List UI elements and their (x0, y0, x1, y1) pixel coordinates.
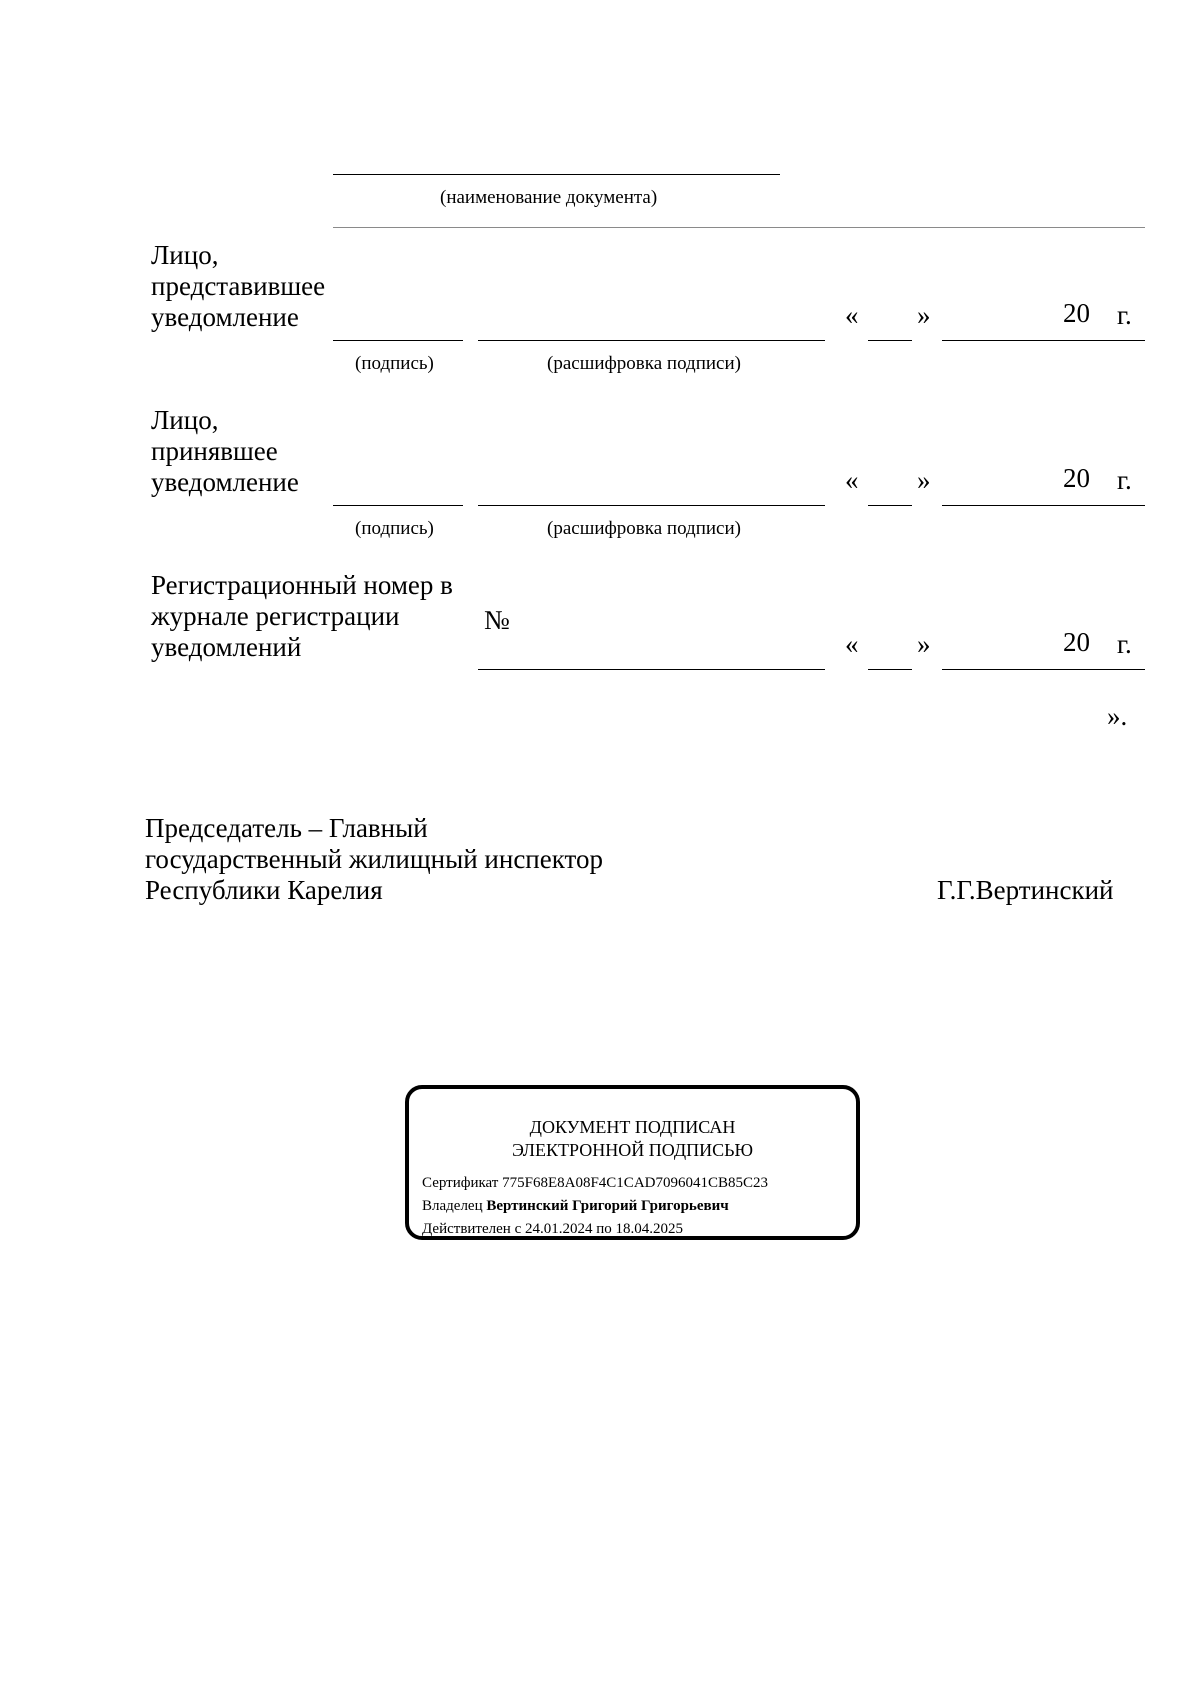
submitter-open-quote: « (845, 300, 859, 330)
registration-year: 20 (1063, 627, 1090, 657)
document-name-caption: (наименование документа) (440, 187, 658, 208)
registration-number-sign: № (484, 605, 510, 635)
receiver-year: 20 (1063, 463, 1090, 493)
submitter-signature-field[interactable] (333, 340, 463, 341)
receiver-decoding-field[interactable] (478, 505, 825, 506)
registration-year-suffix: г. (1117, 629, 1132, 659)
receiver-open-quote: « (845, 465, 859, 495)
submitter-day-field[interactable] (868, 340, 912, 341)
stamp-validity: Действителен с 24.01.2024 по 18.04.2025 (422, 1221, 684, 1237)
signatory-name: Г.Г.Вертинский (937, 875, 1114, 905)
stamp-title-line1: ДОКУМЕНТ ПОДПИСАН (529, 1117, 736, 1137)
submitter-signature-caption: (подпись) (355, 353, 434, 374)
receiver-close-quote: » (917, 465, 931, 495)
submitter-decoding-caption: (расшифровка подписи) (547, 353, 741, 374)
submitter-close-quote: » (917, 300, 931, 330)
document-name-line (333, 174, 780, 175)
section-divider (333, 227, 1145, 228)
receiver-signature-field[interactable] (333, 505, 463, 506)
registration-number-field[interactable] (478, 669, 825, 670)
registration-close-quote: » (917, 629, 931, 659)
receiver-decoding-caption: (расшифровка подписи) (547, 518, 741, 539)
receiver-day-field[interactable] (868, 505, 912, 506)
registration-month-year-field[interactable] (942, 669, 1145, 670)
submitter-label: Лицо, представившее уведомление (151, 240, 326, 332)
submitter-decoding-field[interactable] (478, 340, 825, 341)
receiver-year-suffix: г. (1117, 465, 1132, 495)
stamp-certificate: Сертификат 775F68E8A08F4C1CAD7096041CB85C23 (422, 1175, 768, 1191)
registration-open-quote: « (845, 629, 859, 659)
stamp-owner: Владелец Вертинский Григорий Григорьевич (422, 1198, 729, 1214)
closing-mark: ». (1107, 701, 1128, 731)
receiver-label: Лицо, принявшее уведомление (151, 405, 299, 497)
submitter-year: 20 (1063, 298, 1090, 328)
e-signature-stamp (405, 1085, 860, 1240)
stamp-title-line2: ЭЛЕКТРОННОЙ ПОДПИСЬЮ (512, 1140, 753, 1160)
receiver-month-year-field[interactable] (942, 505, 1145, 506)
registration-label: Регистрационный номер в журнале регистрации уведомлений (151, 570, 453, 662)
submitter-year-suffix: г. (1117, 300, 1132, 330)
receiver-signature-caption: (подпись) (355, 518, 434, 539)
submitter-month-year-field[interactable] (942, 340, 1145, 341)
registration-day-field[interactable] (868, 669, 912, 670)
signatory-position: Председатель – Главный государственный жилищный инспектор Республики Карелия (145, 813, 603, 905)
